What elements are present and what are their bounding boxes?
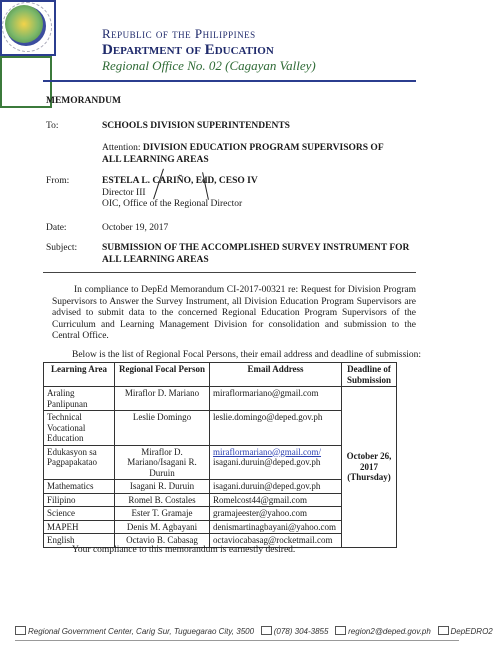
cell-area: Technical Vocational Education: [44, 411, 115, 446]
focal-persons-table: [43, 362, 397, 548]
deadline-date: October 26,: [346, 451, 392, 461]
from-title: Director III: [102, 188, 146, 198]
cell-person: Romel B. Costales: [115, 493, 210, 507]
table-header-row: [44, 363, 397, 387]
cell-person: Miraflor D. Mariano: [115, 387, 210, 411]
cell-person: Miraflor D. Mariano/Isagani R. Duruin: [115, 445, 210, 480]
from-office: OIC, Office of the Regional Director: [102, 199, 243, 209]
date-label: Date:: [46, 223, 67, 233]
cell-email: leslie.domingo@deped.gov.ph: [210, 411, 342, 446]
cell-person: Leslie Domingo: [115, 411, 210, 446]
subject-value: SUBMISSION OF THE ACCOMPLISHED SURVEY INSTRUMENT FOR ALL LEARNING AREAS: [102, 243, 410, 265]
date-value: October 19, 2017: [102, 223, 169, 233]
table-intro: Below is the list of Regional Focal Persons, their email address and deadline of submission:: [72, 350, 422, 360]
subject-divider: [43, 272, 416, 273]
attention-line: [102, 143, 392, 166]
header-department: Department of Education: [102, 42, 274, 58]
cell-area: Araling Panlipunan: [44, 387, 115, 411]
email-icon: [335, 626, 346, 635]
phone-icon: [261, 626, 272, 635]
header-republic: Republic of the Philippines: [102, 26, 256, 41]
regional-office-logo: [0, 56, 52, 108]
cell-area: MAPEH: [44, 520, 115, 534]
footer-social: DepEDRO2: [450, 627, 493, 636]
cell-email: Romelcost44@gmail.com: [210, 493, 342, 507]
email-link[interactable]: miraflormariano@gmail.com/: [213, 446, 322, 457]
email-text: isagani.duruin@deped.gov.ph: [213, 457, 321, 467]
cell-area: English: [44, 534, 115, 548]
cell-person: Octavio B. Cabasag: [115, 534, 210, 548]
cell-email: isagani.duruin@deped.gov.ph: [210, 480, 342, 494]
cell-person: Isagani R. Duruin: [115, 480, 210, 494]
header-region: Regional Office No. 02 (Cagayan Valley): [102, 58, 316, 73]
building-icon: [15, 626, 26, 635]
header-divider: [43, 80, 416, 82]
cell-person: Ester T. Gramaje: [115, 507, 210, 521]
cell-email: gramajeester@yahoo.com: [210, 507, 342, 521]
header-focal-person: Regional Focal Person: [115, 363, 210, 387]
cell-email: octaviocabasag@rocketmail.com: [210, 534, 342, 548]
cell-area: Edukasyon sa Pagpapakatao: [44, 445, 115, 480]
cell-person: Denis M. Agbayani: [115, 520, 210, 534]
subject-label: Subject:: [46, 243, 78, 253]
memo-type: MEMORANDUM: [46, 96, 121, 106]
cell-area: Mathematics: [44, 480, 115, 494]
footer-email: region2@deped.gov.ph: [348, 627, 431, 636]
footer-divider: [15, 640, 459, 641]
deadline-year: 2017: [360, 461, 378, 472]
footer: [15, 626, 493, 636]
cell-email: denismartinagbayani@yahoo.com: [210, 520, 342, 534]
header-email: Email Address: [210, 363, 342, 387]
from-label: From:: [46, 176, 70, 186]
closing-text: Your compliance to this memorandum is earnestly desired.: [72, 545, 296, 555]
from-name: ESTELA L. CARIÑO, EdD, CESO IV: [102, 176, 258, 186]
header-deadline: Deadline of Submission: [342, 363, 397, 387]
cell-deadline: [342, 387, 397, 548]
cell-area: Filipino: [44, 493, 115, 507]
table-row: [44, 387, 397, 411]
header-learning-area: Learning Area: [44, 363, 115, 387]
to-label: To:: [46, 121, 59, 131]
cell-email: miraflormariano@gmail.com: [210, 387, 342, 411]
body-paragraph: In compliance to DepEd Memorandum CI-2017-00321 re: Request for Division Program Supervisors to Answer the Survey Instrument, all Division Education Program Supervisors are advised to submit data to the concerned Regional Education Program Supervisors of the Curriculum and Learning Management Division for consolidation and submission to the Central Office.: [52, 285, 416, 341]
attention-label: Attention:: [102, 143, 141, 153]
attention-value: DIVISION EDUCATION PROGRAM SUPERVISORS OF ALL LEARNING AREAS: [102, 143, 384, 165]
footer-phone: (078) 304-3855: [273, 627, 329, 636]
cell-area: Science: [44, 507, 115, 521]
footer-address: Regional Government Center, Carig Sur, Tuguegarao City, 3500: [28, 627, 255, 636]
cell-email: [210, 445, 342, 480]
deadline-day: (Thursday): [347, 472, 391, 482]
to-value: SCHOOLS DIVISION SUPERINTENDENTS: [102, 121, 290, 131]
social-icon: [438, 626, 449, 635]
